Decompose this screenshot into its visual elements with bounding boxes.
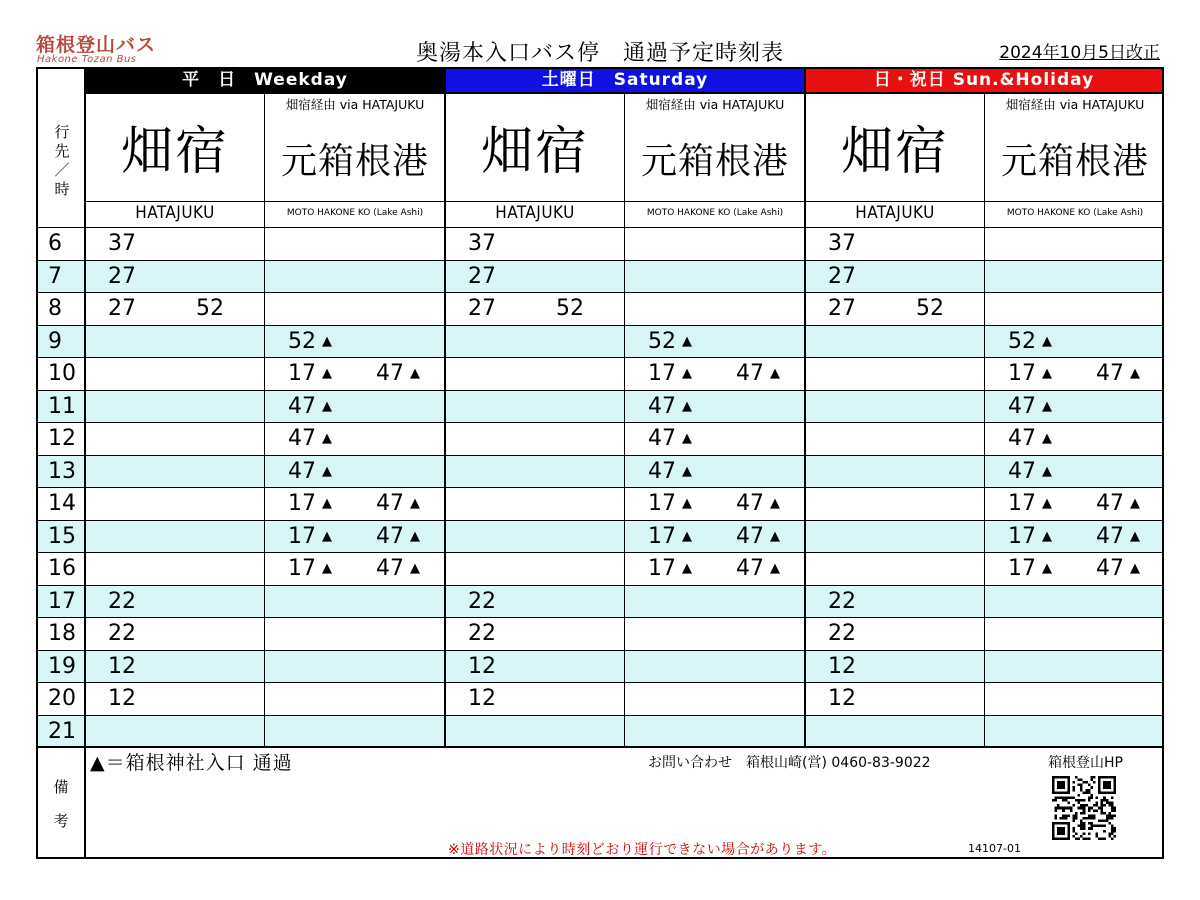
dest-moto-title: 元箱根港 [1000,141,1149,182]
schedule-grid [38,227,1162,747]
departure-time-moto [736,553,780,585]
triangle-marker-icon: ▲ [682,561,692,577]
triangle-marker-icon: ▲ [770,496,780,512]
contact-info: お問い合わせ 箱根山崎(営) 0460-83-9022 [648,755,931,771]
dest-hatajuku-en: HATAJUKU [495,203,575,223]
triangle-marker-icon: ▲ [322,366,332,382]
departure-time-moto [1008,423,1052,455]
departure-time-hatajuku: 12 [468,653,496,679]
triangle-marker-icon: ▲ [1042,463,1052,479]
triangle-marker-icon: ▲ [1042,528,1052,544]
minute: 47 [736,491,764,517]
departure-time-moto [1096,521,1140,553]
departure-time-moto [736,521,780,553]
warning-note: ※道路状況により時刻どおり運行できない場合があります。 [448,842,837,858]
minute: 47 [648,426,676,452]
document-code: 14107-01 [968,842,1021,855]
triangle-marker-icon: ▲ [770,528,780,544]
page-title: 奥湯本入口バス停 通過予定時刻表 [415,41,784,66]
departure-time-hatajuku: 37 [828,231,856,257]
departure-time-hatajuku: 37 [468,231,496,257]
table-row [38,487,1162,520]
departure-time-hatajuku: 12 [108,686,136,712]
hour-cell: 14 [48,491,76,517]
table-row [38,715,1162,748]
table-row [38,552,1162,585]
day-header-weekday: 平 日 Weekday [86,69,444,92]
triangle-marker-icon: ▲ [322,398,332,414]
minute: 47 [376,556,404,582]
hour-cell: 8 [48,296,62,322]
day-header-holiday: 日・祝日 Sun.&Holiday [806,69,1162,92]
triangle-marker-icon: ▲ [682,496,692,512]
departure-time-moto [648,423,692,455]
departure-time-moto [1096,358,1140,390]
triangle-marker-icon: ▲ [322,431,332,447]
departure-time-moto [1008,358,1052,390]
hour-cell: 16 [48,556,76,582]
triangle-marker-icon: ▲ [1042,366,1052,382]
minute: 47 [376,523,404,549]
departure-time-hatajuku: 22 [828,621,856,647]
triangle-marker-icon: ▲ [1042,431,1052,447]
hour-cell: 15 [48,523,76,549]
minute: 47 [288,458,316,484]
departure-time-moto [736,358,780,390]
triangle-marker-icon: ▲ [1042,333,1052,349]
departure-time-moto [648,456,692,488]
departure-time-moto [1008,521,1052,553]
departure-time-moto [1008,488,1052,520]
departure-time-moto [288,553,332,585]
minute: 47 [648,458,676,484]
triangle-marker-icon: ▲ [410,561,420,577]
logo-text: 箱根登山バス [36,34,157,56]
minute: 17 [288,361,316,387]
hour-cell: 19 [48,653,76,679]
timetable [36,67,1164,859]
minute: 17 [288,491,316,517]
col-rule [984,94,985,746]
departure-time-hatajuku: 37 [108,231,136,257]
triangle-marker-icon: ▲ [410,528,420,544]
departure-time-moto [288,488,332,520]
departure-time-hatajuku: 52 [916,296,944,322]
minute: 47 [1008,393,1036,419]
departure-time-hatajuku: 27 [108,296,136,322]
minute: 17 [1008,491,1036,517]
table-row [38,357,1162,390]
qr-code-icon[interactable] [1052,776,1116,840]
minute: 17 [648,556,676,582]
minute: 52 [1008,328,1036,354]
minute: 17 [1008,523,1036,549]
table-row [38,390,1162,423]
departure-time-hatajuku: 12 [108,653,136,679]
departure-time-hatajuku: 27 [828,296,856,322]
col-rule [84,69,86,746]
hour-cell: 10 [48,361,76,387]
minute: 52 [648,328,676,354]
minute: 47 [1096,361,1124,387]
hour-cell: 13 [48,458,76,484]
minute: 17 [1008,556,1036,582]
table-row [38,455,1162,488]
triangle-marker-icon: ▲ [1130,561,1140,577]
dest-moto-en: MOTO HAKONE KO (Lake Ashi) [1006,208,1144,218]
triangle-marker-icon: ▲ [1042,398,1052,414]
dest-moto-title: 元箱根港 [280,141,429,182]
minute: 17 [288,556,316,582]
minute: 17 [648,523,676,549]
table-row [38,585,1162,618]
departure-time-moto [648,358,692,390]
dest-moto-via: 畑宿経由 via HATAJUKU [1005,97,1145,112]
minute: 52 [288,328,316,354]
triangle-marker-icon: ▲ [1042,561,1052,577]
triangle-marker-icon: ▲ [682,431,692,447]
dest-moto-via: 畑宿経由 via HATAJUKU [285,97,425,112]
departure-time-hatajuku: 27 [108,263,136,289]
hour-cell: 11 [48,393,76,419]
notes-section [38,746,1162,859]
triangle-marker-icon: ▲ [322,333,332,349]
destination-hour-label: 行 先 ／ 時 [54,122,70,198]
departure-time-moto [648,391,692,423]
departure-time-moto [1008,456,1052,488]
table-row [38,227,1162,260]
departure-time-moto [376,553,420,585]
triangle-marker-icon: ▲ [322,528,332,544]
hour-cell: 17 [48,588,76,614]
departure-time-moto [648,488,692,520]
hour-cell: 12 [48,426,76,452]
dest-moto-title: 元箱根港 [640,141,789,182]
triangle-marker-icon: ▲ [770,366,780,382]
departure-time-hatajuku: 27 [828,263,856,289]
minute: 47 [736,556,764,582]
homepage-label: 箱根登山HP [1048,755,1123,771]
triangle-marker-icon: ▲ [682,528,692,544]
minute: 47 [376,361,404,387]
dest-moto-en: MOTO HAKONE KO (Lake Ashi) [286,208,424,218]
table-row [38,520,1162,553]
minute: 47 [288,426,316,452]
departure-time-moto [288,391,332,423]
triangle-marker-icon: ▲ [322,496,332,512]
triangle-marker-icon: ▲ [1130,496,1140,512]
triangle-marker-icon: ▲ [322,463,332,479]
departure-time-moto [288,521,332,553]
table-row [38,260,1162,293]
departure-time-moto [288,358,332,390]
minute: 47 [1008,458,1036,484]
minute: 17 [288,523,316,549]
departure-time-hatajuku: 22 [468,588,496,614]
departure-time-moto [288,423,332,455]
departure-time-hatajuku: 22 [108,588,136,614]
minute: 47 [736,523,764,549]
table-row [38,292,1162,325]
hour-cell: 20 [48,686,76,712]
minute: 47 [288,393,316,419]
departure-time-moto [288,456,332,488]
hour-cell: 6 [48,231,62,257]
departure-time-hatajuku: 12 [468,686,496,712]
departure-time-hatajuku: 52 [556,296,584,322]
day-header-saturday: 土曜日 Saturday [446,69,804,92]
dest-hatajuku-title: 畑宿 [840,122,949,182]
col-rule [804,69,806,746]
departure-time-hatajuku: 12 [828,653,856,679]
departure-time-hatajuku: 52 [196,296,224,322]
table-row [38,325,1162,358]
departure-time-moto [736,488,780,520]
departure-time-hatajuku: 27 [468,263,496,289]
hour-cell: 9 [48,328,62,354]
departure-time-hatajuku: 22 [828,588,856,614]
hour-cell: 7 [48,263,62,289]
departure-time-moto [376,358,420,390]
triangle-marker-icon: ▲ [682,366,692,382]
departure-time-moto [648,553,692,585]
minute: 17 [1008,361,1036,387]
triangle-marker-icon: ▲ [1130,528,1140,544]
minute: 17 [648,491,676,517]
minute: 47 [1008,426,1036,452]
minute: 47 [1096,556,1124,582]
departure-time-moto [648,521,692,553]
departure-time-hatajuku: 22 [108,621,136,647]
minute: 47 [736,361,764,387]
departure-time-moto [1096,488,1140,520]
minute: 47 [648,393,676,419]
triangle-marker-icon: ▲ [770,561,780,577]
triangle-marker-icon: ▲ [682,463,692,479]
departure-time-moto [288,326,332,358]
departure-time-moto [376,488,420,520]
table-row [38,650,1162,683]
triangle-marker-icon: ▲ [410,496,420,512]
departure-time-hatajuku: 27 [468,296,496,322]
dest-hatajuku-en: HATAJUKU [135,203,215,223]
departure-time-hatajuku: 12 [828,686,856,712]
table-row [38,617,1162,650]
triangle-marker-icon: ▲ [682,398,692,414]
hour-cell: 21 [48,718,76,744]
triangle-marker-icon: ▲ [682,333,692,349]
departure-time-hatajuku: 22 [468,621,496,647]
triangle-marker-icon: ▲ [410,366,420,382]
dest-moto-via: 畑宿経由 via HATAJUKU [645,97,785,112]
triangle-marker-icon: ▲ [1130,366,1140,382]
logo-subtext: Hakone Tozan Bus [37,54,137,65]
departure-time-moto [1096,553,1140,585]
departure-time-moto [648,326,692,358]
triangle-marker-icon: ▲ [322,561,332,577]
col-rule [264,94,265,746]
departure-time-moto [1008,326,1052,358]
hour-cell: 18 [48,621,76,647]
table-row [38,682,1162,715]
col-rule [624,94,625,746]
departure-time-moto [376,521,420,553]
dest-hatajuku-title: 畑宿 [480,122,589,182]
triangle-legend: ▲＝箱根神社入口 通過 [90,752,293,774]
col-rule [444,69,446,746]
minute: 47 [1096,491,1124,517]
departure-time-moto [1008,391,1052,423]
minute: 47 [1096,523,1124,549]
dest-moto-en: MOTO HAKONE KO (Lake Ashi) [646,208,784,218]
triangle-marker-icon: ▲ [1042,496,1052,512]
dest-hatajuku-title: 畑宿 [120,122,229,182]
minute: 17 [648,361,676,387]
revision-date: 2024年10月5日改正 [999,43,1160,63]
table-row [38,422,1162,455]
notes-label: 備 考 [38,748,86,859]
minute: 47 [376,491,404,517]
dest-hatajuku-en: HATAJUKU [855,203,935,223]
departure-time-moto [1008,553,1052,585]
